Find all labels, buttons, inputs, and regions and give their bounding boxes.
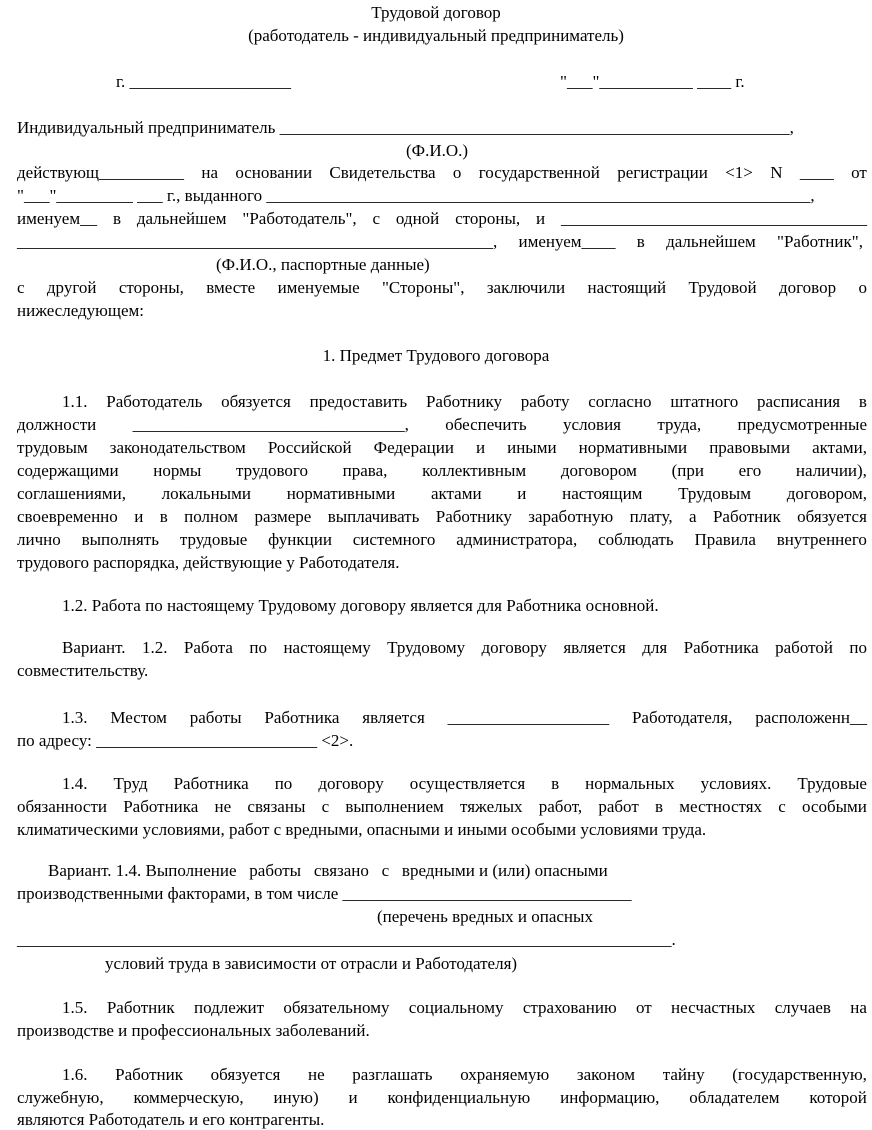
word: условиях. [700, 774, 772, 793]
word: законом [576, 1065, 636, 1084]
word: в [636, 232, 645, 251]
word: <1> [725, 163, 753, 182]
word: функции [268, 530, 332, 549]
word: выплачивать [327, 507, 420, 526]
justified-line [17, 507, 867, 527]
word: "Работодатель", [242, 209, 357, 228]
word: штатного [670, 392, 739, 411]
word: обязательному [283, 998, 390, 1017]
clause-line: совместительству. [17, 661, 149, 680]
word: социальному [408, 998, 504, 1017]
justified-line [17, 163, 867, 183]
word: Работник [115, 1065, 183, 1084]
word: другой [46, 278, 97, 297]
hazard-list-caption: (перечень вредных и опасных [377, 907, 593, 926]
word: на [850, 998, 867, 1017]
word: тяжелых [460, 797, 523, 816]
word: Свидетельства [329, 163, 436, 182]
word: его [738, 461, 762, 480]
word: подлежит [193, 998, 265, 1017]
word: 1.1. [62, 392, 88, 411]
word: а [688, 507, 697, 526]
word: соблюдать [598, 530, 674, 549]
justified-line [62, 392, 867, 412]
word: обеспечить [445, 415, 527, 434]
word: именуемые [277, 278, 360, 297]
hazard-list-line: _____________________________________________________________________________. [17, 930, 676, 949]
clause-1-2: 1.2. Работа по настоящему Трудовому договору является для Работника основной. [62, 596, 659, 615]
word: вместе [206, 278, 256, 297]
word: нормы [153, 461, 202, 480]
clause-line: производственными факторами, в том числе __________________________________ [17, 884, 632, 903]
word: охраняемую [460, 1065, 550, 1084]
word: коммерческую, [133, 1088, 244, 1107]
word: конфиденциальную [387, 1088, 531, 1107]
word: несчастных [671, 998, 756, 1017]
justified-line [17, 484, 867, 504]
word: настоящий [587, 278, 667, 297]
justified-line [62, 708, 867, 728]
word: правовыми [709, 438, 791, 457]
document-title: Трудовой договор [371, 3, 501, 22]
word: в [654, 797, 663, 816]
word: обязуется [221, 392, 291, 411]
word: внутреннего [776, 530, 867, 549]
word: N [770, 163, 783, 182]
word: Работник [712, 507, 781, 526]
word: дальнейшем [666, 232, 756, 251]
word: обязуется [210, 1065, 281, 1084]
date-field: "___"___________ ____ г. [560, 72, 745, 91]
word: Работник [106, 998, 175, 1017]
word: договор [778, 278, 837, 297]
word: администратора, [456, 530, 578, 549]
justified-line [17, 530, 867, 550]
word: работ [598, 797, 639, 816]
word: регистрации [617, 163, 708, 182]
word: Местом [110, 708, 167, 727]
word: Вариант. [62, 638, 126, 657]
word: наличии), [795, 461, 867, 480]
justified-line [17, 438, 867, 458]
word: основании [235, 163, 313, 182]
word: с [372, 209, 381, 228]
word: актами, [812, 438, 867, 457]
word: информацию, [560, 1088, 660, 1107]
word: от [636, 998, 652, 1017]
word: не [307, 1065, 325, 1084]
word: Труд [113, 774, 148, 793]
word: 1.3. [62, 708, 88, 727]
justified-line [17, 415, 867, 435]
word: трудовые [179, 530, 248, 549]
word: стороны, [455, 209, 521, 228]
word: о [858, 278, 867, 297]
word: нормальных [585, 774, 675, 793]
word: актами [430, 484, 482, 503]
word: нормативными [286, 484, 396, 503]
word: Работа [183, 638, 233, 657]
word: с [321, 797, 330, 816]
word: Трудовой [688, 278, 757, 297]
word: работу [520, 392, 570, 411]
justified-line [62, 774, 867, 794]
word: содержащими [17, 461, 119, 480]
word: иную) [273, 1088, 319, 1107]
word: по [274, 774, 293, 793]
word: ________________________________, [132, 415, 409, 434]
word: тайну [662, 1065, 705, 1084]
word: Работника [264, 708, 340, 727]
word: настоящим [562, 484, 643, 503]
word: именуем__ [17, 209, 98, 228]
word: договором [560, 461, 637, 480]
word: Трудовому [387, 638, 466, 657]
word: заключили [486, 278, 566, 297]
employer-line: Индивидуальный предприниматель ____________________________________________________________, [17, 118, 794, 137]
word: соглашениями, [17, 484, 126, 503]
word: работы [189, 708, 242, 727]
word: расположенн__ [755, 708, 867, 727]
word: размере [254, 507, 312, 526]
word: 1.5. [62, 998, 88, 1017]
word: служебную, [17, 1088, 104, 1107]
word: Российской [267, 438, 352, 457]
clause-line: климатическими условиями, работ с вредными, опасными и иными особыми условиями труда. [17, 820, 707, 839]
clause-line: Вариант. 1.4. Выполнение работы связано с вредными и (или) опасными [48, 861, 608, 880]
word: действующ__________ [17, 163, 185, 182]
word: заработную [528, 507, 614, 526]
justified-line [17, 461, 867, 481]
word: локальными [161, 484, 251, 503]
word: договору [481, 638, 547, 657]
word: ________________________________________________________, [17, 232, 498, 251]
word: обязанности [17, 797, 107, 816]
hazard-list-caption-cont: условий труда в зависимости от отрасли и Работодателя) [105, 954, 518, 973]
clause-line: трудового распорядка, действующие у Работодателя. [17, 553, 400, 572]
word: стороны, [118, 278, 184, 297]
word: с [17, 278, 25, 297]
word: Правила [694, 530, 756, 549]
word: работ, [538, 797, 583, 816]
word: от [851, 163, 867, 182]
word: Работнику [435, 507, 512, 526]
word: трудового [236, 461, 308, 480]
word: на [201, 163, 218, 182]
word: настоящему [283, 638, 371, 657]
word: согласно [588, 392, 652, 411]
justified-line [62, 638, 867, 658]
word: (государственную, [732, 1065, 867, 1084]
clause-line: по адресу: __________________________ <2>. [17, 731, 354, 750]
word: коллективным [422, 461, 527, 480]
registration-issued-line: "___"_________ ___ г., выданного ________________________________________________________________, [17, 186, 815, 205]
word: своевременно [17, 507, 118, 526]
parties-end-line: нижеследующем: [17, 301, 145, 320]
word: Работодателя, [631, 708, 733, 727]
word: обладателем [689, 1088, 780, 1107]
word: 1.6. [62, 1065, 88, 1084]
word: плату, [629, 507, 673, 526]
word: по [249, 638, 268, 657]
word: с [778, 797, 786, 816]
word: является [563, 638, 626, 657]
justified-line [17, 278, 867, 298]
word: Трудовые [797, 774, 867, 793]
word: предоставить [309, 392, 408, 411]
justified-line [62, 1065, 867, 1085]
word: условия [563, 415, 622, 434]
word: "Стороны", [381, 278, 465, 297]
justified-line [62, 998, 867, 1018]
clause-line: являются Работодатель и его контрагенты. [17, 1110, 325, 1129]
city-field: г. ___________________ [116, 72, 292, 91]
word: Федерации [373, 438, 454, 457]
word: Работника [123, 797, 199, 816]
word: лично [17, 530, 61, 549]
word: разглашать [352, 1065, 433, 1084]
word: (при [671, 461, 704, 480]
word: именуем____ [518, 232, 616, 251]
word: права, [342, 461, 388, 480]
word: ____ [799, 163, 834, 182]
section-heading: 1. Предмет Трудового договора [322, 346, 550, 365]
word: договором, [786, 484, 867, 503]
word: 1.2. [141, 638, 168, 657]
word: государственной [478, 163, 600, 182]
word: Работника [683, 638, 759, 657]
word: для [642, 638, 668, 657]
word: по [849, 638, 867, 657]
word: выполнением [345, 797, 444, 816]
word: о [452, 163, 462, 182]
word: которой [809, 1088, 867, 1107]
word: и [475, 438, 486, 457]
word: местностях [679, 797, 763, 816]
employer-name-caption: (Ф.И.О.) [406, 141, 469, 160]
word: выполнять [81, 530, 159, 549]
word: предусмотренные [737, 415, 867, 434]
word: страхованию [522, 998, 617, 1017]
word: в [551, 774, 560, 793]
word: должности [17, 415, 97, 434]
word: одной [395, 209, 440, 228]
word: и [517, 484, 527, 503]
word: ___________________ [447, 708, 610, 727]
word: законодательством [109, 438, 246, 457]
word: расписания [757, 392, 841, 411]
word: нормативными [578, 438, 688, 457]
justified-line [17, 1088, 867, 1108]
word: договору [318, 774, 384, 793]
word: полном [184, 507, 239, 526]
word: и [134, 507, 144, 526]
word: трудовым [17, 438, 88, 457]
word: и [536, 209, 546, 228]
clause-line: производстве и профессиональных заболеваний. [17, 1021, 370, 1040]
word: Работодатель [106, 392, 203, 411]
justified-line [17, 232, 863, 252]
word: в [159, 507, 168, 526]
word: системного [352, 530, 436, 549]
word: не [214, 797, 232, 816]
word: является [362, 708, 425, 727]
word: работой [775, 638, 833, 657]
word: "Работник", [777, 232, 863, 251]
word: Работника [173, 774, 249, 793]
justified-line [17, 797, 867, 817]
document-subtitle: (работодатель - индивидуальный предприниматель) [248, 26, 624, 45]
word: случаев [774, 998, 831, 1017]
justified-line [17, 209, 867, 229]
word: в [858, 392, 867, 411]
word: ____________________________________ [561, 209, 867, 228]
word: в [112, 209, 121, 228]
word: 1.4. [62, 774, 88, 793]
word: Работнику [425, 392, 503, 411]
word: связаны [247, 797, 306, 816]
word: особыми [802, 797, 867, 816]
word: труда, [657, 415, 702, 434]
word: Трудовым [678, 484, 751, 503]
word: осуществляется [409, 774, 526, 793]
word: обязуется [797, 507, 867, 526]
word: дальнейшем [136, 209, 227, 228]
employee-data-caption: (Ф.И.О., паспортные данные) [216, 255, 430, 274]
word: и [348, 1088, 358, 1107]
word: иными [507, 438, 557, 457]
